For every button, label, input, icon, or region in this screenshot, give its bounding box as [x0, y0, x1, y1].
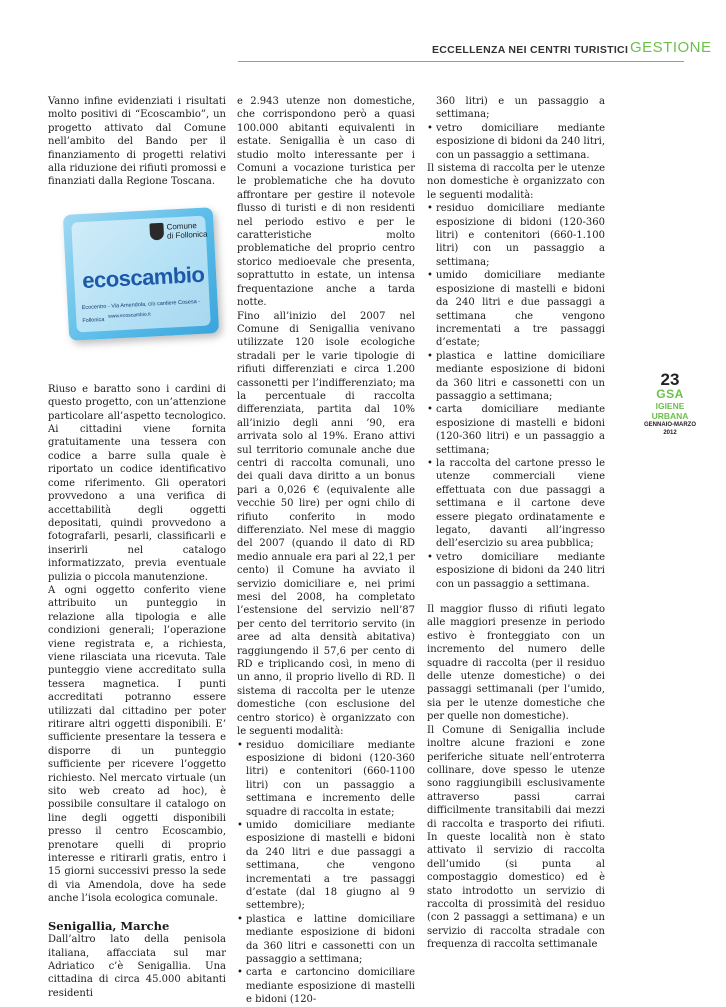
card-comune-line2: di Follonica	[166, 229, 208, 241]
column-3	[427, 95, 605, 952]
comune-crest-icon	[149, 223, 164, 241]
ecoscambio-card-image	[48, 199, 226, 369]
paragraph: Riuso e baratto sono i cardini di questo progetto, con un’attenzione particolare all’aspetto tecnologico. Ai cittadini viene fornita gratuitamente una tessera con codice a barre sulla quale è riportato un codice identificativo come riferimento. Gli operatori provvedono a una verifica di accettabilità degli oggetti depositati, quindi provvedono a fotografarli, pesarli, classificarli e inserirli nel catalogo informatizzato, previa eventuale pulizia o piccola manutenzione.	[48, 383, 226, 583]
header-rule	[238, 61, 684, 62]
paragraph: e 2.943 utenze non domestiche, che corrispondono però a quasi 100.000 abitanti equivalenti in estate. Senigallia è un caso di studio molto interessante per i Comuni a vocazione turistica per le problematiche che ha dovuto affrontare per gestire il notevole flusso di turisti e di non residenti nel periodo estivo e per le caratteristiche molto problematiche del proprio centro storico medioevale che presenta, soprattutto in estate, un intensa frequentazione anche a tarda notte.	[237, 96, 415, 309]
paragraph: Dall’altro lato della penisola italiana, affacciata sul mar Adriatico c’è Senigallia. Una cittadina di circa 45.000 abitanti residenti	[48, 934, 226, 999]
card-comune-line1: Comune	[166, 220, 198, 232]
running-header-rubric: GESTIONE	[630, 39, 712, 56]
card-website: www.ecoscambio.it	[108, 311, 151, 320]
list-item: • residuo domiciliare mediante esposizione di bidoni (120-360 litri) e contenitori (660-1100 litri) con un passaggio a settimana e incremento delle squadre di raccolta in estate;	[237, 739, 415, 819]
paragraph: Vanno infine evidenziati i risultati molto positivi di “Ecoscambio”, un progetto attivato dal Comune nell’ambito del Bando per il finanziamento di progetti relativi alla riduzione dei rifiuti promossi e finanziati dalla Regione Toscana.	[48, 96, 226, 188]
paragraph: Il maggior flusso di rifiuti legato alle maggiori presenze in periodo estivo è fronteggiato con un incremento del numero delle squadre di raccolta (per il residuo delle utenze domestiche) o dei passaggi settimanali (per l’umido, sia per le utenze domestiche che per quelle non domestiche).	[427, 604, 605, 723]
paragraph: Fino all’inizio del 2007 nel Comune di Senigallia venivano utilizzate 120 isole ecologiche stradali per le varie tipologie di rifiuti differenziati e circa 1.200 cassonetti per l’indifferenziato; ma la percentuale di raccolta differenziata, partita dal 10% all’inizio degli anni ’90, era arrivata solo al 19%. Erano attivi sul territorio comunale anche due centri di raccolta comunali, uno dei quali dava diritto a un bonus pari a 0,026 € (equivalente alle vecchie 50 lire) per ogni chilo di rifiuto conferito in modo differenziato. Nel mese di maggio del 2007 (quando il dato di RD medio annuale era pari al 22,1 per cento) il Comune ha avviato il servizio domiciliare e, nei primi mesi del 2008, ha completato l’estensione del servizio nell’87 per cento del territorio servito (in aree ad alta densità abitativa) raggiungendo il 57,6 per cento di RD e triplicando così, in meno di un anno, il proprio livello di RD. Il sistema di raccolta per le utenze domestiche (con esclusione del centro storico) è organizzato con le seguenti modalità:	[237, 310, 415, 738]
page-folio	[640, 371, 700, 437]
ecoscambio-card	[63, 207, 219, 341]
magazine-logo: GSA	[656, 387, 684, 401]
paragraph: Il sistema di raccolta per le utenze non domestiche è organizzato con le seguenti modalità:	[427, 163, 605, 201]
bullet-list	[427, 202, 605, 591]
list-item: • umido domiciliare mediante esposizione di mastelli e bidoni da 240 litri e due passaggi a settimana che vengono incrementati a tre passaggi d’estate;	[427, 269, 605, 349]
list-item: • plastica e lattine domiciliare mediante esposizione di bidoni da 360 litri e cassonetti con un passaggio a settimana;	[427, 350, 605, 404]
paragraph: A ogni oggetto conferito viene attribuito un punteggio in relazione alla tipologia e alle condizioni generali; l’operazione viene registrata e, a richiesta, viene rilasciata una ricevuta. Tale punteggio viene accreditato sulla tessera magnetica. I punti accreditati potranno essere utilizzati dal cittadino per poter ritirare altri oggetti disponibili. E’ sufficiente presentare la tessera e disporre di un punteggio sufficiente per ricevere l’oggetto richiesto. Nel mercato virtuale (un sito web creato ad hoc), è possibile consultare il catalogo on line degli oggetti disponibili presso il centro Ecoscambio, prenotare quelli di proprio interesse e ritirarli gratis, entro i 15 giorni successivi presso la sede di via Amendola, dove ha sede anche l’isola ecologica comunale.	[48, 584, 226, 905]
card-address: Ecocentro - Via Amendola, c/o cantiere Cosesa - Follonica	[81, 298, 201, 325]
list-item: • umido domiciliare mediante esposizione di mastelli e bidoni da 240 litri e due passaggi a settimana, che vengono incrementati a tre passaggi d’estate (dal 18 giugno al 9 settembre);	[237, 819, 415, 913]
list-item: • vetro domiciliare mediante esposizione di bidoni da 240 litri con un passaggio a settimana.	[427, 551, 605, 591]
issue-date: GENNAIO-MARZO 2012	[644, 422, 696, 436]
column-2	[237, 95, 415, 1007]
column-1	[48, 95, 226, 1000]
magazine-title: IGIENE URBANA	[651, 401, 689, 421]
card-comune-label	[166, 220, 207, 240]
running-header-section: ECCELLENZA NEI CENTRI TURISTICI	[432, 44, 629, 56]
list-item: • residuo domiciliare mediante esposizione di bidoni (120-360 litri) e contenitori (660-1.100 litri) con un passaggio a settimana;	[427, 202, 605, 269]
paragraph: Il Comune di Senigallia include inoltre alcune frazioni e zone periferiche situate nell’entroterra collinare, dove spesso le utenze sono raggiungibili esclusivamente attraverso passi carrai difficilmente transitabili dai mezzi di raccolta e trasporto dei rifiuti. In queste località non è stato attivato il servizio di raccolta dell’umido (si punta al compostaggio domestico) ed è stato introdotto un servizio di raccolta di prossimità del residuo (con 2 passaggi a settimana) e un servizio di raccolta stradale con frequenza di raccolta settimanale	[427, 724, 605, 951]
ecoscambio-logo: ecoscambio	[81, 261, 205, 293]
list-item: • carta domiciliare mediante esposizione di mastelli e bidoni (120-360 litri) e un passaggio a settimana;	[427, 403, 605, 457]
bullet-list	[427, 122, 605, 162]
page-number: 23	[660, 370, 680, 389]
list-item: • plastica e lattine domiciliare mediante esposizione di bidoni da 360 litri e cassonetti con un passaggio a settimana;	[237, 913, 415, 967]
list-item: • vetro domiciliare mediante esposizione di bidoni da 240 litri, con un passaggio a settimana.	[427, 122, 605, 162]
spacer	[427, 591, 605, 603]
list-item: • carta e cartoncino domiciliare mediante esposizione di mastelli e bidoni (120-	[237, 966, 415, 1006]
subheading: Senigallia, Marche	[48, 918, 170, 933]
list-item: • la raccolta del cartone presso le utenze commerciali viene effettuata con due passaggi a settimana e il cartone deve essere piegato ordinatamente e legato, davanti all’ingresso dell’esercizio su area pubblica;	[427, 457, 605, 551]
bullet-list	[237, 739, 415, 1007]
paragraph-continuation: 360 litri) e un passaggio a settimana;	[436, 96, 605, 121]
